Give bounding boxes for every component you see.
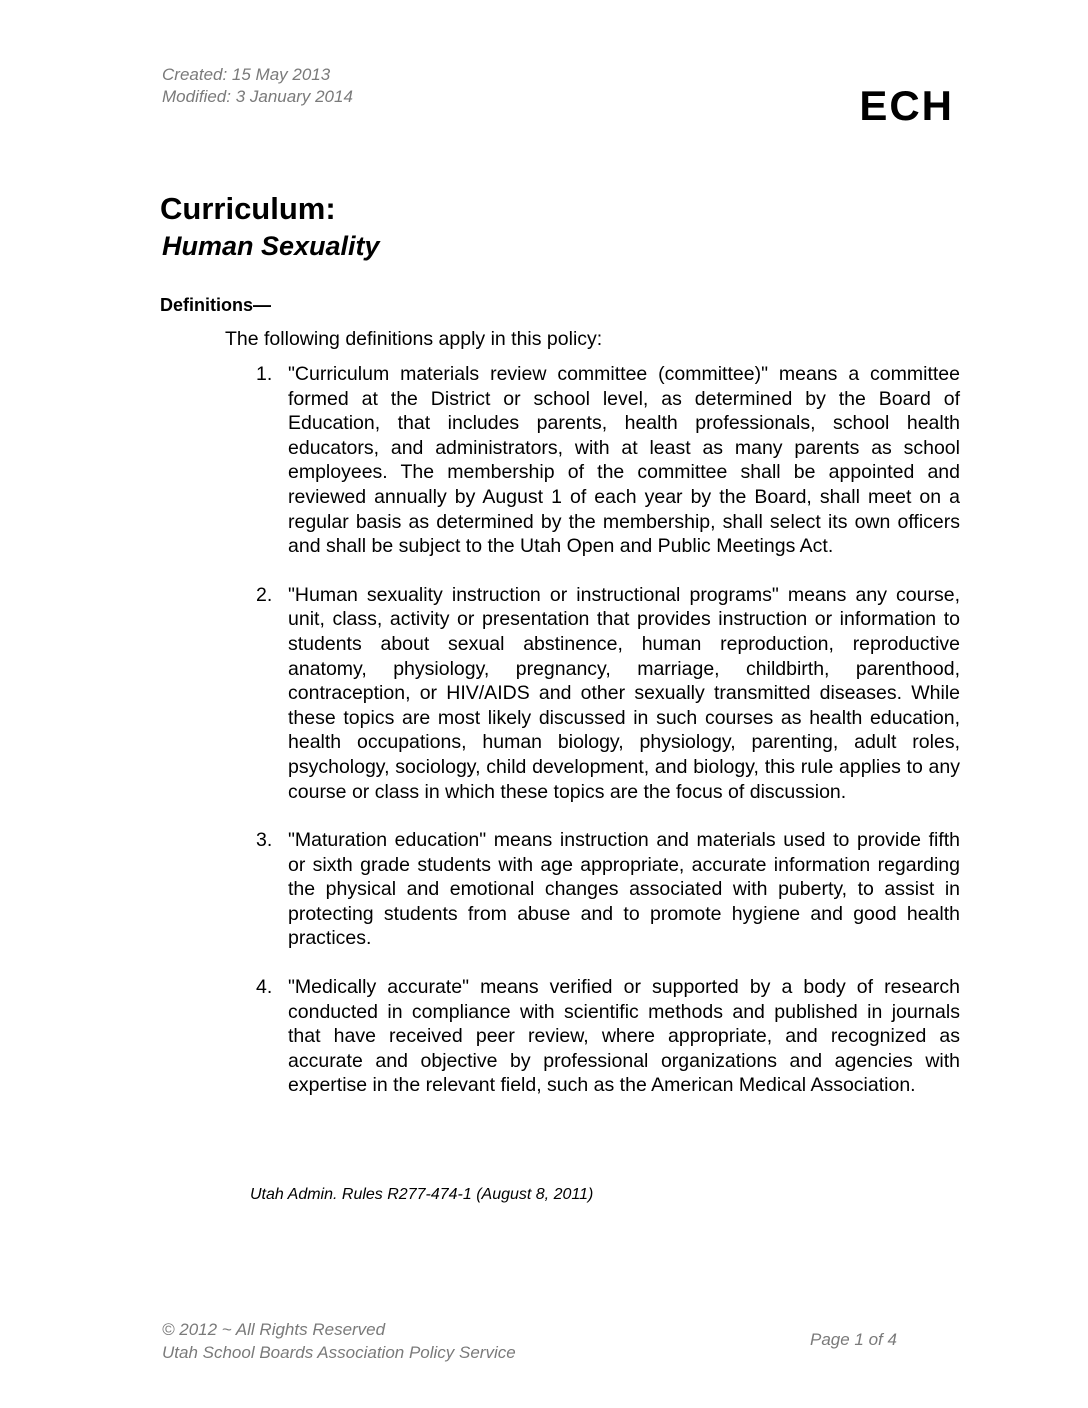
definition-number: 1. xyxy=(256,363,273,385)
definition-number: 2. xyxy=(256,583,273,606)
definition-item xyxy=(250,583,960,804)
copyright-text: © 2012 ~ All Rights Reserved xyxy=(162,1320,386,1339)
definition-item xyxy=(250,828,960,951)
footer-attribution xyxy=(162,1318,516,1364)
definition-text: "Human sexuality instruction or instructional programs" means any course, unit, class, activity or presentation that provides instruction or information to students about sexual abstinence, human reproduction, reproductive anatomy, physiology, pregnancy, marriage, childbirth, parenthood, contraception, or HIV/AIDS and other sexually transmitted diseases. While these topics are most likely discussed in such courses as health education, health occupations, human biology, physiology, parenting, adult roles, psychology, sociology, child development, and biology, this rule applies to any course or class in which these topics are the focus of discussion. xyxy=(288,583,960,803)
document-metadata xyxy=(162,64,353,108)
legal-citation: Utah Admin. Rules R277-474-1 (August 8, 2011) xyxy=(250,1186,594,1203)
section-intro: The following definitions apply in this policy: xyxy=(225,328,603,350)
created-date: Created: 15 May 2013 xyxy=(162,65,331,84)
definition-number: 4. xyxy=(256,976,273,999)
definition-item xyxy=(250,362,960,559)
definition-text: "Medically accurate" means verified or supported by a body of research conducted in compliance with scientific methods and published in journals that have received peer review, where appropriate, and recognized as accurate and objective by professional organizations and agencies with expertise in the relevant field, such as the American Medical Association. xyxy=(288,976,960,1097)
page-title: Curriculum: xyxy=(160,191,336,226)
definitions-list xyxy=(250,362,960,1122)
section-heading: Definitions— xyxy=(160,295,271,315)
page-number: Page 1 of 4 xyxy=(810,1330,897,1349)
policy-code: ECH xyxy=(859,82,954,129)
definition-item xyxy=(250,975,960,1098)
page-subtitle: Human Sexuality xyxy=(162,231,380,261)
definition-number: 3. xyxy=(256,829,273,852)
definition-text: "Maturation education" means instruction and materials used to provide fifth or sixth grade students with age appropriate, accurate information regarding the physical and emotional changes associated with puberty, to assist in protecting students from abuse and to promote hygiene and good health practices. xyxy=(288,829,960,950)
definition-text: "Curriculum materials review committee (committee)" means a committee formed at the District or school level, as determined by the Board of Education, that includes parents, health professionals, school health educators, and administrators, with at least as many parents as school employees. The membership of the committee shall be appointed and reviewed annually by August 1 of each year by the Board, shall meet on a regular basis as determined by the membership, shall select its own officers and shall be subject to the Utah Open and Public Meetings Act. xyxy=(288,363,960,558)
publisher-text: Utah School Boards Association Policy Service xyxy=(162,1343,516,1362)
modified-date: Modified: 3 January 2014 xyxy=(162,87,353,106)
